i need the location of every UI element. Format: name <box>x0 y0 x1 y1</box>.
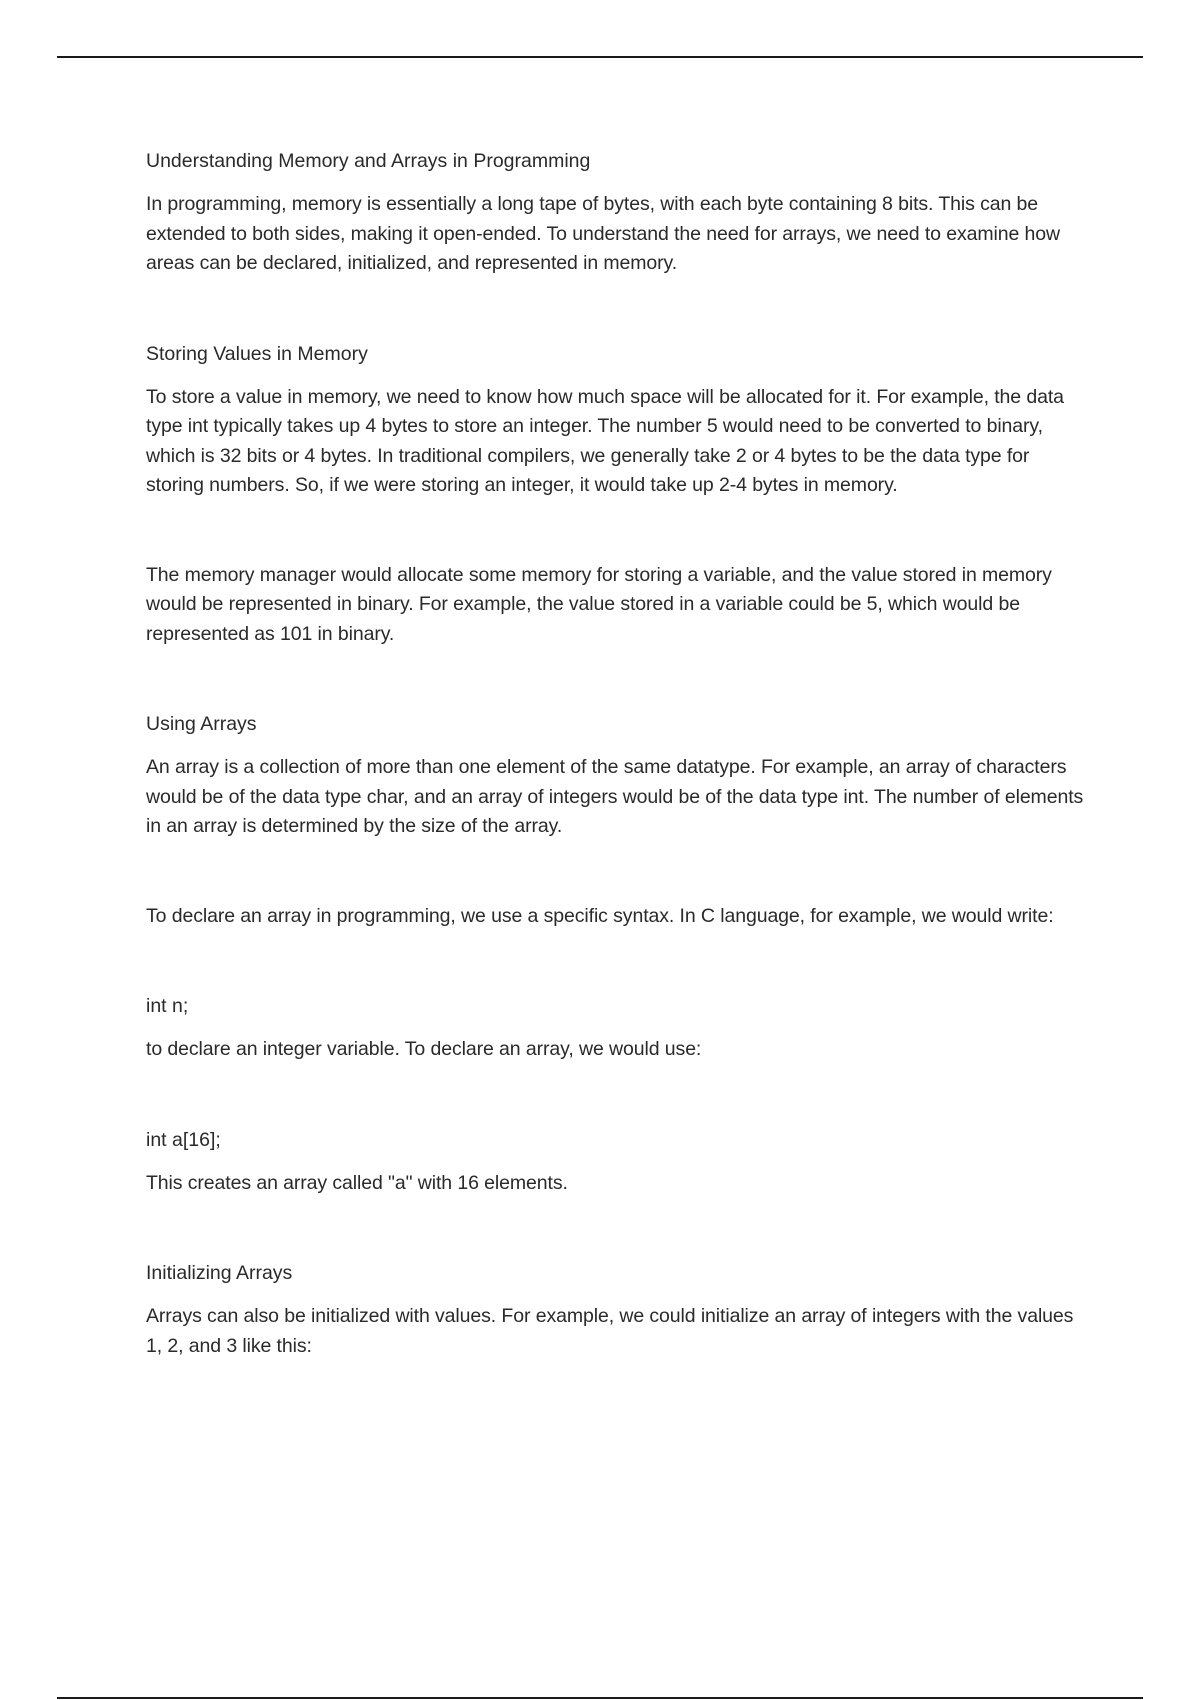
storing-paragraph-1: To store a value in memory, we need to know how much space will be allocated for it. For example, the data type int typically takes up 4 bytes to store an integer. The number 5 would need to be converted to binary, which is 32 bits or 4 bytes. In traditional compilers, we generally take 2 or 4 bytes to be the data type for storing numbers. So, if we were storing an integer, it would take up 2-4 bytes in memory. <box>146 385 1064 496</box>
section-heading-arrays: Using Arrays <box>146 713 257 735</box>
storing-paragraph-2: The memory manager would allocate some memory for storing a variable, and the value stored in memory would be represented in binary. For example, the value stored in a variable could be 5, which would be represented as 101 in binary. <box>146 563 1052 645</box>
intro-paragraph: In programming, memory is essentially a long tape of bytes, with each byte containing 8 bits. This can be extended to both sides, making it open-ended. To understand the need for arrays, we need to examine how areas can be declared, initialized, and represented in memory. <box>146 193 1061 274</box>
init-paragraph-1: Arrays can also be initialized with values. For example, we could initialize an array of integers with the values 1, 2, and 3 like this: <box>146 1305 1074 1357</box>
top-rule <box>57 56 1143 58</box>
arrays-paragraph-4: This creates an array called "a" with 16 elements. <box>146 1171 568 1194</box>
arrays-paragraph-1: An array is a collection of more than one element of the same datatype. For example, an array of characters would be of the data type char, and an array of integers would be of the data type int. The number of elements in an array is determined by the size of the array. <box>146 756 1084 837</box>
arrays-paragraph-3: to declare an integer variable. To declare an array, we would use: <box>146 1038 702 1060</box>
arrays-paragraph-2: To declare an array in programming, we use a specific syntax. In C language, for example, we would write: <box>146 904 1054 927</box>
bottom-rule <box>57 1697 1143 1699</box>
section-heading-storing: Storing Values in Memory <box>146 342 368 365</box>
document-title: Understanding Memory and Arrays in Programming <box>146 150 591 172</box>
section-heading-init: Initializing Arrays <box>146 1262 293 1284</box>
document-body <box>146 146 1086 1361</box>
code-line-1: int n; <box>146 995 189 1017</box>
code-line-2: int a[16]; <box>146 1128 221 1151</box>
